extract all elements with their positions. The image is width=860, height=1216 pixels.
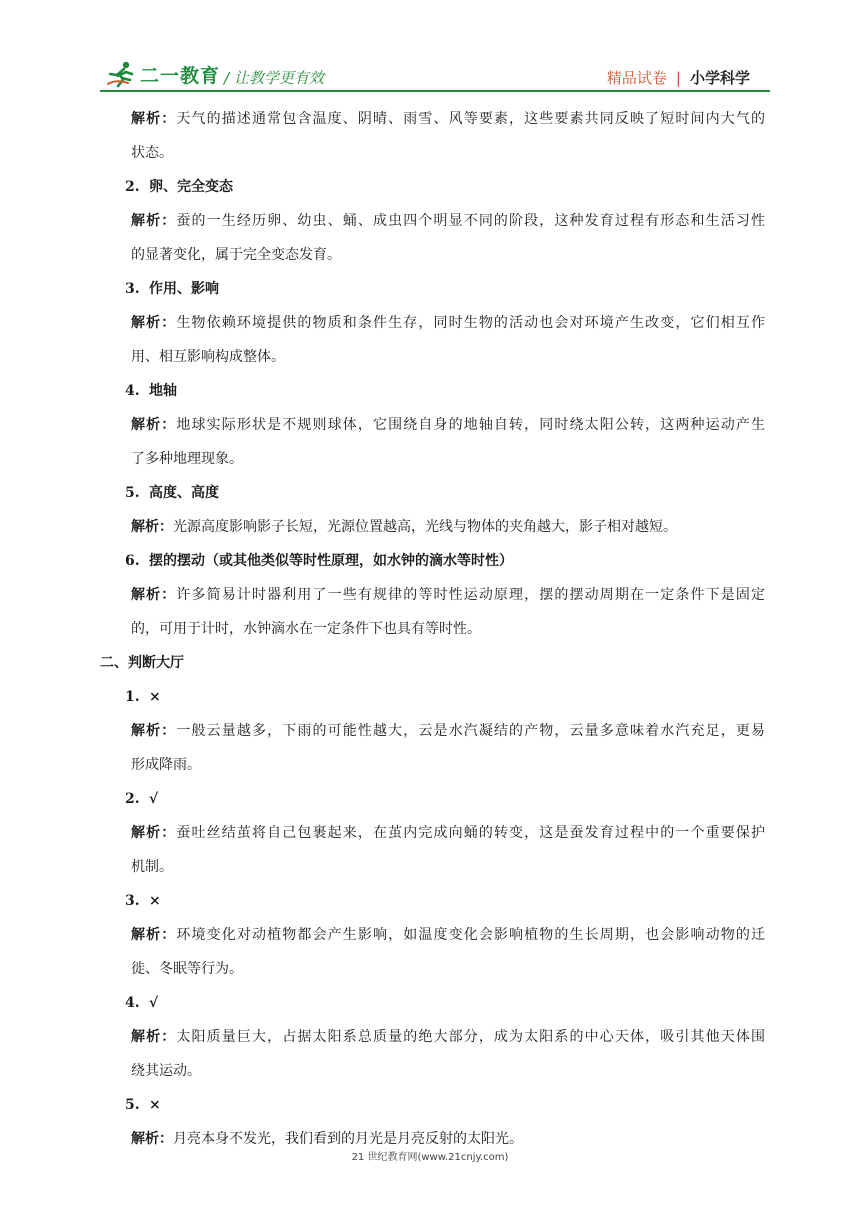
analysis-line: 解析：天气的描述通常包含温度、阴晴、雨雪、风等要素，这些要素共同反映了短时间内大气的 — [131, 111, 766, 127]
analysis-line: 机制。 — [131, 859, 173, 875]
question-answer: 5. 高度、高度 — [125, 485, 219, 501]
analysis-line: 的，可用于计时，水钟滴水在一定条件下也具有等时性。 — [131, 621, 481, 637]
logo-text: 二一教育 — [140, 64, 221, 87]
judgment-answer: 1. × — [125, 689, 161, 705]
analysis-label: 解析： — [131, 825, 177, 841]
analysis-line: 解析：蚕吐丝结茧将自己包裹起来，在茧内完成向蛹的转变，这是蚕发育过程中的一个重要保护 — [131, 825, 766, 841]
running-figure-icon — [106, 60, 136, 88]
analysis-line: 的显著变化，属于完全变态发育。 — [131, 247, 341, 263]
judgment-answer: 2. √ — [125, 791, 159, 807]
analysis-label: 解析： — [131, 587, 177, 603]
question-answer: 4. 地轴 — [125, 383, 177, 399]
analysis-label: 解析： — [131, 315, 177, 331]
header-right — [607, 67, 750, 88]
judgment-answer: 5. × — [125, 1097, 161, 1113]
answer-content — [100, 102, 765, 1156]
page-footer: 21 世纪教育网(www.21cnjy.com) — [351, 1152, 509, 1163]
analysis-line: 解析：地球实际形状是不规则球体，它围绕自身的地轴自转，同时绕太阳公转，这两种运动产生 — [131, 417, 766, 433]
analysis-label: 解析： — [131, 519, 173, 535]
header-separator: | — [675, 68, 681, 87]
analysis-line: 解析：太阳质量巨大，占据太阳系总质量的绝大部分，成为太阳系的中心天体，吸引其他天体围 — [131, 1029, 766, 1045]
header-divider — [100, 90, 770, 92]
site-logo — [106, 60, 220, 88]
analysis-line: 解析：光源高度影响影子长短，光源位置越高，光线与物体的夹角越大，影子相对越短。 — [131, 519, 677, 535]
section-title: 二、判断大厅 — [100, 655, 184, 671]
question-answer: 6. 摆的摆动（或其他类似等时性原理，如水钟的滴水等时性） — [125, 553, 513, 569]
analysis-label: 解析： — [131, 1131, 173, 1147]
question-answer: 3. 作用、影响 — [125, 281, 219, 297]
question-answer: 2. 卵、完全变态 — [125, 179, 233, 195]
subject-label: 小学科学 — [689, 69, 750, 87]
analysis-line: 解析：生物依赖环境提供的物质和条件生存，同时生物的活动也会对环境产生改变，它们相互作 — [131, 315, 766, 331]
analysis-line: 解析：月亮本身不发光，我们看到的月光是月亮反射的太阳光。 — [131, 1131, 523, 1147]
analysis-line: 解析：许多简易计时器利用了一些有规律的等时性运动原理，摆的摆动周期在一定条件下是固定 — [131, 587, 766, 603]
analysis-line: 绕其运动。 — [131, 1063, 201, 1079]
analysis-line: 徙、冬眠等行为。 — [131, 961, 243, 977]
analysis-label: 解析： — [131, 1029, 177, 1045]
analysis-line: 解析：环境变化对动植物都会产生影响，如温度变化会影响植物的生长周期，也会影响动物的迁 — [131, 927, 766, 943]
analysis-label: 解析： — [131, 213, 177, 229]
analysis-line: 解析：蚕的一生经历卵、幼虫、蛹、成虫四个明显不同的阶段，这种发育过程有形态和生活习性 — [131, 213, 766, 229]
premium-label: 精品试卷 — [606, 69, 667, 87]
analysis-line: 形成降雨。 — [131, 757, 201, 773]
analysis-line: 状态。 — [131, 145, 173, 161]
analysis-label: 解析： — [131, 111, 177, 127]
analysis-line: 了多种地理现象。 — [131, 451, 243, 467]
page-header — [0, 0, 860, 100]
judgment-answer: 3. × — [125, 893, 161, 909]
analysis-label: 解析： — [131, 927, 177, 943]
analysis-line: 用、相互影响构成整体。 — [131, 349, 285, 365]
slogan: / 让教学更有效 — [224, 69, 324, 87]
analysis-label: 解析： — [131, 417, 177, 433]
judgment-answer: 4. √ — [125, 995, 159, 1011]
analysis-label: 解析： — [131, 723, 177, 739]
analysis-line: 解析：一般云量越多，下雨的可能性越大，云是水汽凝结的产物，云量多意味着水汽充足，更易 — [131, 723, 766, 739]
